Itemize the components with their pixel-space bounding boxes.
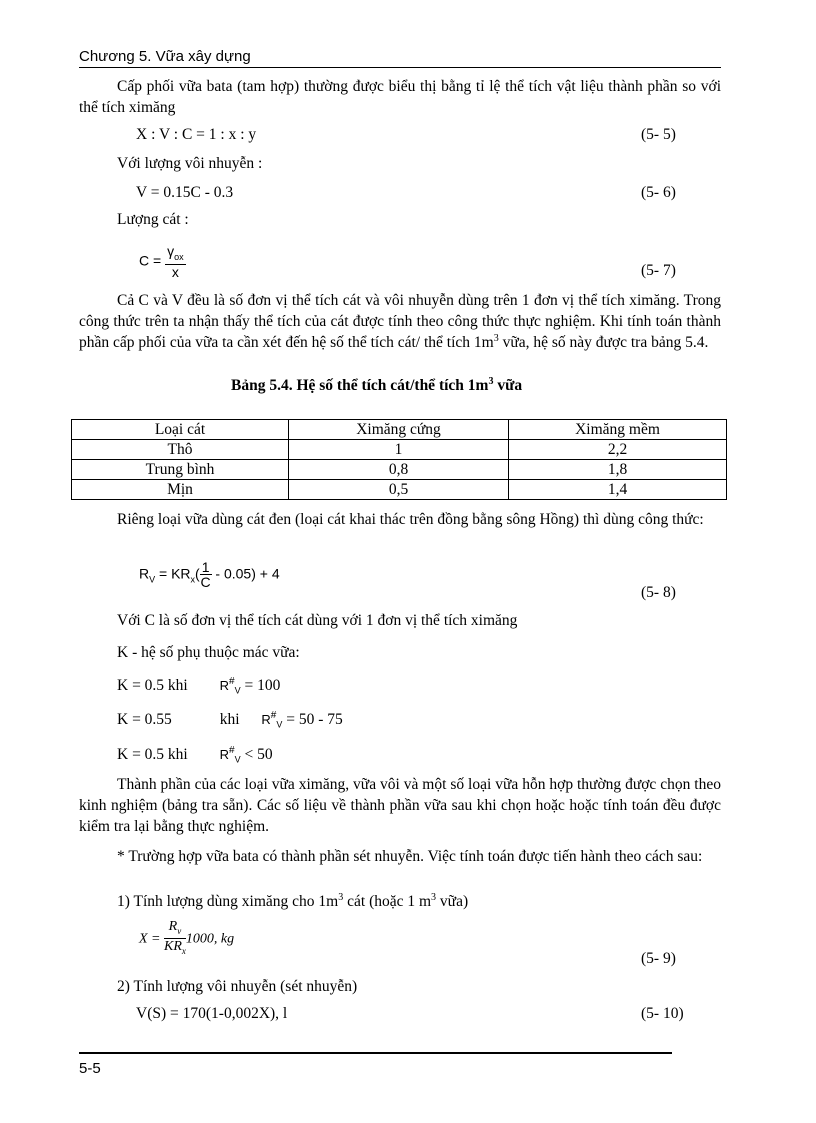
table-cell: 1 — [289, 440, 509, 460]
eq-5-8-paren: ( — [195, 565, 200, 582]
eq-5-7-num-sub: ox — [174, 251, 184, 262]
table-header-row — [72, 420, 727, 440]
table-header-cell: Loại cát — [72, 420, 289, 440]
rv-sub: V — [234, 754, 241, 765]
paragraph-7: K - hệ số phụ thuộc mác vữa: — [117, 644, 300, 661]
table-row — [72, 480, 727, 500]
equation-5-9 — [139, 920, 234, 959]
k-line-2-khi: khi — [219, 711, 240, 728]
paragraph-6: Với C là số đơn vị thể tích cát dùng với 1 đơn vị thể tích ximăng — [117, 612, 518, 629]
paragraph-4 — [79, 290, 721, 353]
table-cell: Mịn — [72, 480, 289, 500]
paragraph-1 — [79, 76, 721, 118]
k-line-1-k: K = 0.5 khi — [117, 677, 188, 694]
eq-5-7-lhs: C = — [139, 252, 162, 269]
k-line-3-cond: < 50 — [240, 746, 273, 763]
eq-5-9-fraction — [164, 920, 186, 959]
step-1-sup2: 3 — [431, 892, 437, 903]
paragraph-8-text: Thành phần của các loại vữa ximăng, vữa vôi và một số loại vữa hỗn hợp thường được chọn theo kinh nghiệm (bảng tra sẵn). Các số liệu về thành phần vữa sau khi chọn hoặc hoặc tính toán đều được kiểm tra lại bằng thực nghiệm. — [79, 776, 721, 835]
eq-5-8-r: R — [139, 565, 150, 582]
eq-5-9-num: R — [168, 919, 178, 934]
equation-5-10: V(S) = 170(1-0,002X), l — [136, 1005, 288, 1022]
equation-5-8 — [139, 560, 280, 590]
equation-5-6-number: (5- 6) — [641, 184, 676, 201]
equation-5-7 — [139, 244, 186, 280]
header-rule — [79, 67, 721, 68]
sand-volume-table — [71, 419, 727, 500]
rv-r: R — [219, 678, 230, 693]
equation-5-9-number: (5- 9) — [641, 950, 676, 967]
table-header-cell: Ximăng cứng — [289, 420, 509, 440]
k-line-2-rv — [261, 710, 283, 730]
step-1 — [117, 893, 468, 911]
table-caption-text: Bảng 5.4. Hệ số thể tích cát/thể tích 1m — [231, 377, 489, 394]
equation-5-6: V = 0.15C - 0.3 — [136, 184, 234, 201]
eq-5-9-lhs: X = — [139, 931, 161, 947]
table-cell: 2,2 — [509, 440, 727, 460]
k-line-1-cond: = 100 — [240, 677, 281, 694]
rv-sub: V — [276, 719, 283, 730]
k-line-3-k: K = 0.5 khi — [117, 746, 188, 763]
k-line-2 — [117, 711, 343, 730]
step-1-mid: cát (hoặc 1 m — [343, 893, 432, 910]
paragraph-4-sup: 3 — [493, 333, 499, 344]
step-1-end: vữa) — [436, 893, 469, 910]
eq-5-7-num: γ — [167, 243, 175, 259]
footer-rule — [79, 1052, 672, 1054]
k-line-1-rv — [219, 676, 241, 696]
table-cell: Thô — [72, 440, 289, 460]
paragraph-1-text: Cấp phối vữa bata (tam hợp) thường được biểu thị bằng tỉ lệ thể tích vật liệu thành phần so với thể tích ximăng — [79, 78, 721, 116]
equation-5-8-number: (5- 8) — [641, 584, 676, 601]
table-caption-sup: 3 — [488, 376, 494, 387]
paragraph-4-end: vữa, hệ số này được tra bảng 5.4. — [498, 334, 709, 351]
rv-sup: # — [229, 676, 235, 687]
eq-5-9-tail: 1000, kg — [185, 931, 235, 947]
k-line-3-rv — [219, 745, 241, 765]
paragraph-9 — [79, 846, 721, 867]
eq-5-8-kr: = KR — [155, 565, 191, 582]
k-line-1 — [117, 677, 280, 696]
rv-sup: # — [229, 745, 235, 756]
eq-5-9-den: KR — [164, 938, 182, 954]
equation-5-5: X : V : C = 1 : x : y — [136, 126, 257, 143]
eq-5-8-fraction — [200, 560, 212, 590]
k-line-2-k: K = 0.55 — [117, 711, 172, 728]
table-cell: 0,5 — [289, 480, 509, 500]
table-row — [72, 440, 727, 460]
equation-5-10-number: (5- 10) — [641, 1005, 684, 1022]
eq-5-7-fraction — [165, 244, 186, 280]
eq-5-8-kr-sub: x — [190, 574, 196, 585]
table-cell: Trung bình — [72, 460, 289, 480]
rv-sub: V — [234, 685, 241, 696]
equation-5-5-number: (5- 5) — [641, 126, 676, 143]
eq-5-8-tail: - 0.05) + 4 — [211, 565, 280, 582]
page-number: 5-5 — [79, 1060, 101, 1077]
paragraph-9-text: * Trường hợp vữa bata có thành phần sét nhuyễn. Việc tính toán được tiến hành theo cách sau: — [117, 848, 703, 865]
table-cell: 1,4 — [509, 480, 727, 500]
paragraph-5-text: Riêng loại vữa dùng cát đen (loại cát khai thác trên đồng bằng sông Hồng) thì dùng công thức: — [117, 511, 704, 528]
eq-5-9-den-sub: x — [181, 945, 186, 956]
chapter-header: Chương 5. Vữa xây dựng — [79, 48, 251, 65]
step-1-pre: 1) Tính lượng dùng ximăng cho 1m — [117, 893, 339, 910]
paragraph-3: Lượng cát : — [117, 211, 189, 228]
table-cell: 1,8 — [509, 460, 727, 480]
paragraph-2: Với lượng vôi nhuyễn : — [117, 155, 263, 172]
step-2: 2) Tính lượng vôi nhuyễn (sét nhuyễn) — [117, 978, 358, 995]
table-cell: 0,8 — [289, 460, 509, 480]
k-line-2-cond: = 50 - 75 — [282, 711, 343, 728]
paragraph-5 — [79, 509, 721, 530]
eq-5-8-den: C — [200, 574, 211, 590]
eq-5-7-den: x — [171, 263, 179, 280]
table-header-cell: Ximăng mềm — [509, 420, 727, 440]
rv-r: R — [261, 712, 271, 727]
eq-5-8-num: 1 — [201, 559, 210, 575]
paragraph-4-text: Cả C và V đều là số đơn vị thể tích cát và vôi nhuyễn dùng trên 1 đơn vị thể tích ximăng. Trong công thức trên ta nhận thấy thể tích của cát được tính theo công thức thực nghiệm. Khi tính toán thành phần cấp phối của vữa ta cần xét đến hệ số thể tích cát/ thể tích 1m — [79, 292, 721, 351]
table-caption-end: vữa — [493, 377, 523, 394]
eq-5-8-r-sub: V — [149, 574, 156, 585]
equation-5-7-number: (5- 7) — [641, 262, 676, 279]
paragraph-8 — [79, 774, 721, 837]
rv-sup: # — [270, 710, 277, 721]
table-row — [72, 460, 727, 480]
table-caption — [231, 377, 522, 395]
step-1-sup1: 3 — [338, 892, 344, 903]
rv-r: R — [219, 747, 230, 762]
k-line-3 — [117, 746, 273, 765]
eq-5-9-num-sub: v — [177, 925, 182, 936]
